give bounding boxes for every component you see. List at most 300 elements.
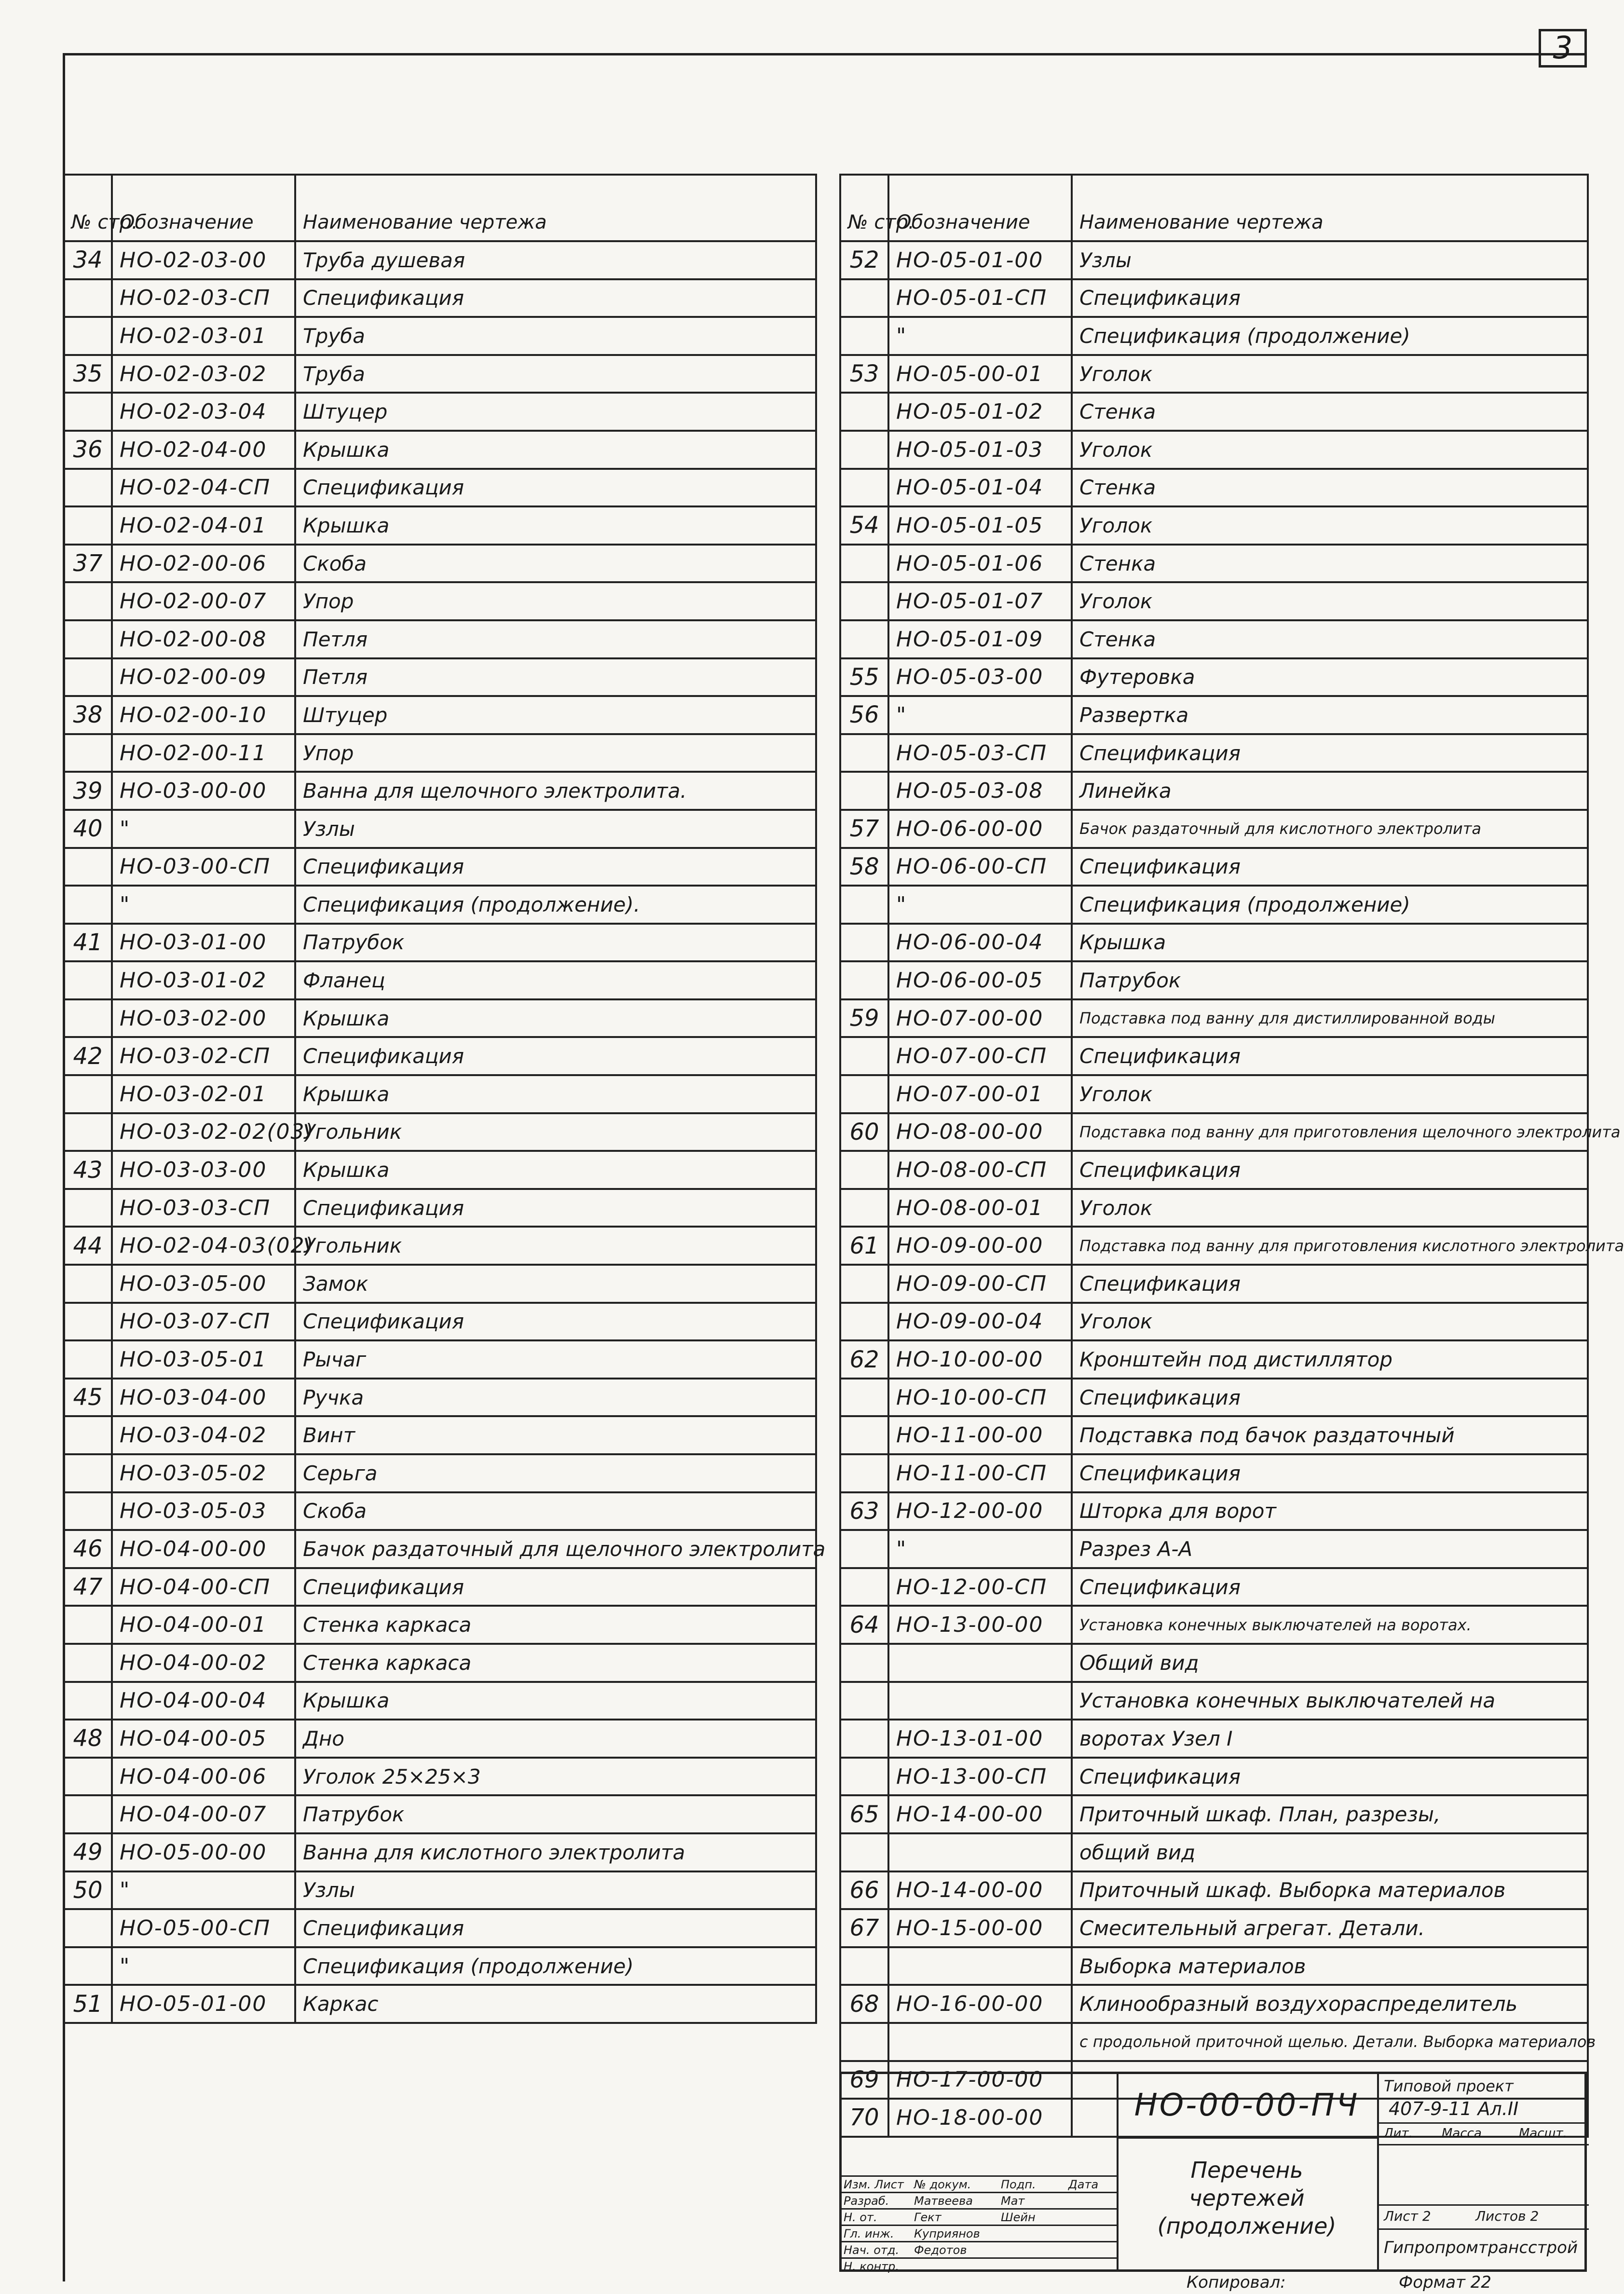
row-page: 63 (840, 1492, 888, 1530)
table-row (840, 545, 1588, 583)
table-row (840, 1833, 1588, 1871)
row-designation: НО-07-00-01 (888, 1075, 1072, 1113)
row-page: 57 (840, 810, 888, 848)
row-designation: НО-02-00-09 (112, 658, 295, 696)
row-page (64, 279, 112, 317)
row-page (64, 1340, 112, 1379)
row-name: Уголок 25×25×3 (295, 1758, 816, 1796)
row-designation: НО-02-03-01 (112, 317, 295, 355)
row-page (64, 961, 112, 999)
row-page: 55 (840, 658, 888, 696)
table-row (64, 1871, 816, 1910)
row-designation: НО-07-00-00 (888, 999, 1072, 1038)
row-page (64, 1909, 112, 1947)
table-row (64, 1568, 816, 1606)
row-name: Фланец (295, 961, 816, 999)
row-designation: НО-05-01-00 (112, 1985, 295, 2023)
row-page: 53 (840, 355, 888, 393)
row-designation: НО-02-04-СП (112, 469, 295, 507)
table-row (64, 1037, 816, 1075)
row-name: Общий вид (1072, 1644, 1588, 1682)
row-designation: НО-15-00-00 (888, 1909, 1072, 1947)
row-name: Стенка (1072, 620, 1588, 658)
row-designation: НО-02-00-10 (112, 696, 295, 734)
table-row (840, 1454, 1588, 1492)
row-designation: НО-02-03-02 (112, 355, 295, 393)
row-page (64, 506, 112, 545)
row-designation (888, 2023, 1072, 2061)
table-row (840, 241, 1588, 279)
row-page (64, 734, 112, 772)
row-name: Рычаг (295, 1340, 816, 1379)
row-page (840, 1303, 888, 1341)
mass-label: Масса (1442, 2126, 1482, 2141)
row-designation: НО-04-00-01 (112, 1606, 295, 1644)
row-page: 36 (64, 431, 112, 469)
row-name: Скоба (295, 545, 816, 583)
table-row (840, 1644, 1588, 1682)
table-row (64, 1909, 816, 1947)
row-designation: НО-03-02-СП (112, 1037, 295, 1075)
row-page: 44 (64, 1227, 112, 1265)
table-row (64, 1454, 816, 1492)
row-designation: НО-17-00-00 (888, 2061, 1072, 2099)
row-page (840, 772, 888, 810)
row-designation (888, 1682, 1072, 1720)
table-row (64, 1492, 816, 1530)
table-row (64, 1265, 816, 1303)
table-row (840, 1758, 1588, 1796)
row-name: Стенка каркаса (295, 1644, 816, 1682)
row-designation: НО-05-00-СП (112, 1909, 295, 1947)
row-page (840, 1758, 888, 1796)
row-name: Клинообразный воздухораспределитель (1072, 1985, 1588, 2023)
row-designation: НО-03-05-01 (112, 1340, 295, 1379)
row-page: 70 (840, 2099, 888, 2137)
row-designation: НО-06-00-04 (888, 924, 1072, 962)
row-page (64, 1189, 112, 1227)
row-name: Узлы (295, 1871, 816, 1910)
table-row (840, 658, 1588, 696)
row-designation: НО-16-00-00 (888, 1985, 1072, 2023)
lit-label: Лит. (1384, 2126, 1413, 2141)
signature-name: Гект (914, 2211, 942, 2224)
title-block (839, 2072, 1587, 2272)
row-page (64, 1644, 112, 1682)
table-row (64, 469, 816, 507)
row-page: 46 (64, 1530, 112, 1568)
row-designation: НО-05-01-05 (888, 506, 1072, 545)
row-name: Труба (295, 317, 816, 355)
row-page: 62 (840, 1340, 888, 1379)
row-name: Узлы (1072, 241, 1588, 279)
table-row (840, 1265, 1588, 1303)
row-name: Уголок (1072, 582, 1588, 620)
row-designation: НО-02-03-04 (112, 393, 295, 431)
table-row (64, 1606, 816, 1644)
table-row (840, 1340, 1588, 1379)
row-page: 66 (840, 1871, 888, 1910)
row-page (840, 886, 888, 924)
table-row (840, 393, 1588, 431)
row-designation: НО-05-01-04 (888, 469, 1072, 507)
row-page (840, 1037, 888, 1075)
row-designation: НО-05-00-01 (888, 355, 1072, 393)
table-row (840, 1379, 1588, 1417)
row-page (840, 924, 888, 962)
row-name: Стенка (1072, 545, 1588, 583)
table-row (840, 696, 1588, 734)
table-row (64, 1682, 816, 1720)
row-page: 56 (840, 696, 888, 734)
row-name: Спецификация (295, 1909, 816, 1947)
row-designation: НО-04-00-05 (112, 1720, 295, 1758)
row-page (840, 1075, 888, 1113)
table-row (840, 2023, 1588, 2061)
organization: Гипропромтрансстрой (1384, 2238, 1578, 2257)
row-page (840, 582, 888, 620)
table-row (64, 545, 816, 583)
row-page: 58 (840, 848, 888, 886)
row-page (840, 545, 888, 583)
row-designation: НО-12-00-СП (888, 1568, 1072, 1606)
row-designation: НО-03-07-СП (112, 1303, 295, 1341)
row-page (840, 1454, 888, 1492)
row-name: Угольник (295, 1227, 816, 1265)
table-row (64, 1530, 816, 1568)
document-code: НО-00-00-ПЧ (1117, 2074, 1377, 2139)
row-designation: НО-03-04-02 (112, 1416, 295, 1454)
table-row (840, 1113, 1588, 1151)
table-row (64, 1113, 816, 1151)
row-designation: НО-10-00-00 (888, 1340, 1072, 1379)
row-page: 60 (840, 1113, 888, 1151)
row-page (840, 1682, 888, 1720)
table-row (840, 1947, 1588, 1985)
table-row (840, 582, 1588, 620)
row-page (64, 1416, 112, 1454)
signature-role: Нач. отд. (844, 2243, 900, 2257)
row-name: Спецификация (295, 848, 816, 886)
header-designation: Обозначение (888, 175, 1072, 241)
row-page (840, 1530, 888, 1568)
row-name: Упор (295, 734, 816, 772)
row-designation: " (888, 696, 1072, 734)
row-designation: " (112, 1947, 295, 1985)
row-name: Спецификация (1072, 1568, 1588, 1606)
row-designation: НО-02-04-01 (112, 506, 295, 545)
table-row (64, 924, 816, 962)
row-name: Крышка (295, 506, 816, 545)
row-designation: НО-03-00-СП (112, 848, 295, 886)
row-designation: НО-05-01-09 (888, 620, 1072, 658)
table-row (840, 355, 1588, 393)
row-page (64, 582, 112, 620)
row-page (840, 961, 888, 999)
signature-name: № докум. (914, 2178, 971, 2191)
row-name: Серьга (295, 1454, 816, 1492)
row-page (840, 1189, 888, 1227)
row-page: 52 (840, 241, 888, 279)
row-designation: " (112, 810, 295, 848)
row-designation: НО-14-00-00 (888, 1871, 1072, 1910)
row-designation: НО-03-04-00 (112, 1379, 295, 1417)
row-name: Винт (295, 1416, 816, 1454)
table-row (840, 886, 1588, 924)
signature-role: Н. от. (844, 2211, 877, 2224)
row-designation: НО-09-00-04 (888, 1303, 1072, 1341)
row-page (64, 886, 112, 924)
row-page (64, 1758, 112, 1796)
row-designation: НО-03-03-00 (112, 1151, 295, 1189)
row-name: Линейка (1072, 772, 1588, 810)
table-row (64, 772, 816, 810)
row-name: Уголок (1072, 506, 1588, 545)
signature-sig: Подп. (1001, 2178, 1036, 2191)
row-designation: НО-13-00-00 (888, 1606, 1072, 1644)
row-page: 42 (64, 1037, 112, 1075)
row-designation: НО-04-00-06 (112, 1758, 295, 1796)
row-designation: НО-10-00-СП (888, 1379, 1072, 1417)
row-designation: НО-05-00-00 (112, 1833, 295, 1871)
table-row (64, 999, 816, 1038)
row-name: Узлы (295, 810, 816, 848)
row-name: Приточный шкаф. Выборка материалов (1072, 1871, 1588, 1910)
table-row (64, 1303, 816, 1341)
row-name: Подставка под ванну для дистиллированной воды (1072, 999, 1588, 1038)
row-name: Скоба (295, 1492, 816, 1530)
row-designation: НО-13-00-СП (888, 1758, 1072, 1796)
row-name: Труба (295, 355, 816, 393)
table-row (840, 1189, 1588, 1227)
row-designation: НО-04-00-00 (112, 1530, 295, 1568)
row-page: 40 (64, 810, 112, 848)
signature-role: Изм. Лист (844, 2178, 904, 2191)
right-drawing-list (839, 174, 1624, 2138)
row-designation: НО-04-00-02 (112, 1644, 295, 1682)
table-row (64, 355, 816, 393)
row-page: 48 (64, 1720, 112, 1758)
row-page: 69 (840, 2061, 888, 2099)
row-page (840, 431, 888, 469)
row-designation: НО-03-00-00 (112, 772, 295, 810)
row-name: Петля (295, 620, 816, 658)
table-row (840, 848, 1588, 886)
row-name: Замок (295, 1265, 816, 1303)
row-name: Крышка (295, 999, 816, 1038)
row-page (840, 1947, 888, 1985)
row-designation: НО-02-04-03(02) (112, 1227, 295, 1265)
signature-row (842, 2175, 1117, 2193)
row-designation (888, 1644, 1072, 1682)
table-row (64, 1416, 816, 1454)
header-name: Наименование чертежа (295, 175, 816, 241)
table-row (840, 1416, 1588, 1454)
header-designation: Обозначение (112, 175, 295, 241)
row-name: Спецификация (1072, 1758, 1588, 1796)
row-designation: НО-02-00-07 (112, 582, 295, 620)
table-row (64, 1985, 816, 2023)
sheet-label: Лист 2 (1384, 2208, 1431, 2224)
table-row (64, 848, 816, 886)
row-designation: НО-02-04-00 (112, 431, 295, 469)
row-designation: НО-04-00-04 (112, 1682, 295, 1720)
row-page (64, 1682, 112, 1720)
title-line-3: (продолжение) (1157, 2213, 1337, 2239)
signature-role: Н. контр. (844, 2260, 900, 2273)
row-page (840, 1151, 888, 1189)
title-line-1: Перечень (1190, 2157, 1303, 2183)
table-row (840, 431, 1588, 469)
row-page (64, 999, 112, 1038)
row-designation: НО-03-02-01 (112, 1075, 295, 1113)
row-designation: НО-03-03-СП (112, 1189, 295, 1227)
title-line-2: чертежей (1189, 2185, 1305, 2211)
table-row (840, 1682, 1588, 1720)
row-name: Ручка (295, 1379, 816, 1417)
row-page: 41 (64, 924, 112, 962)
row-page (64, 1113, 112, 1151)
row-name: Стенка каркаса (295, 1606, 816, 1644)
table-row (840, 1985, 1588, 2023)
row-page: 68 (840, 1985, 888, 2023)
table-row (64, 810, 816, 848)
row-name: Футеровка (1072, 658, 1588, 696)
copied-label: Копировал: (1187, 2273, 1286, 2292)
row-name: Подставка под ванну для приготовления кислотного электролита (1072, 1227, 1588, 1265)
signature-name: Федотов (914, 2243, 967, 2257)
row-designation: НО-05-01-СП (888, 279, 1072, 317)
row-name: Спецификация (295, 469, 816, 507)
table-row (840, 469, 1588, 507)
signature-role: Разраб. (844, 2194, 889, 2208)
row-page (840, 1833, 888, 1871)
row-designation: НО-05-01-02 (888, 393, 1072, 431)
row-name: Спецификация (295, 1568, 816, 1606)
row-name: Крышка (1072, 924, 1588, 962)
format-label: Формат 22 (1399, 2273, 1492, 2292)
table-row (840, 772, 1588, 810)
table-row (840, 1530, 1588, 1568)
row-name: Выборка материалов (1072, 1947, 1588, 1985)
row-designation (888, 1947, 1072, 1985)
row-name: Крышка (295, 1075, 816, 1113)
row-name: Приточный шкаф. План, разрезы, (1072, 1795, 1588, 1833)
row-name: Спецификация (продолжение) (1072, 317, 1588, 355)
table-row (64, 1644, 816, 1682)
signature-sig: Мат (1001, 2194, 1025, 2208)
signature-row (842, 2241, 1117, 2259)
project-code: 407-9-11 Ал.II (1389, 2098, 1519, 2119)
row-name: Спецификация (1072, 1379, 1588, 1417)
row-designation: НО-09-00-СП (888, 1265, 1072, 1303)
row-page (64, 1606, 112, 1644)
row-designation: НО-05-01-03 (888, 431, 1072, 469)
row-page: 47 (64, 1568, 112, 1606)
row-page: 45 (64, 1379, 112, 1417)
row-designation: НО-06-00-СП (888, 848, 1072, 886)
table-row (64, 506, 816, 545)
row-name: Спецификация (продолжение) (1072, 886, 1588, 924)
row-page (840, 734, 888, 772)
row-page (64, 1265, 112, 1303)
row-designation: НО-03-01-00 (112, 924, 295, 962)
table-row (64, 734, 816, 772)
row-designation: НО-12-00-00 (888, 1492, 1072, 1530)
row-designation: НО-14-00-00 (888, 1795, 1072, 1833)
table-row (840, 1227, 1588, 1265)
row-name: Спецификация (1072, 1151, 1588, 1189)
table-row (840, 1151, 1588, 1189)
row-page: 54 (840, 506, 888, 545)
row-page (840, 1644, 888, 1682)
row-designation: НО-03-05-02 (112, 1454, 295, 1492)
row-designation: " (112, 1871, 295, 1910)
table-row (840, 1303, 1588, 1341)
row-name: Кронштейн под дистиллятор (1072, 1340, 1588, 1379)
row-page: 67 (840, 1909, 888, 1947)
row-name: Стенка (1072, 469, 1588, 507)
row-name: Спецификация (295, 1037, 816, 1075)
row-name: Установка конечных выключателей на (1072, 1682, 1588, 1720)
row-designation: НО-05-01-06 (888, 545, 1072, 583)
table-row (840, 1909, 1588, 1947)
table-row (840, 1795, 1588, 1833)
row-page (64, 1795, 112, 1833)
row-name: Ванна для щелочного электролита. (295, 772, 816, 810)
row-page (840, 469, 888, 507)
table-row (64, 1795, 816, 1833)
row-page (840, 1416, 888, 1454)
signature-role: Гл. инж. (844, 2227, 894, 2240)
row-name: Спецификация (295, 1189, 816, 1227)
table-row (840, 1075, 1588, 1113)
table-row (64, 1379, 816, 1417)
table-row (64, 1833, 816, 1871)
row-designation: НО-13-01-00 (888, 1720, 1072, 1758)
row-page (840, 2023, 888, 2061)
row-name: Спецификация (1072, 1265, 1588, 1303)
row-page (64, 1947, 112, 1985)
table-row (64, 431, 816, 469)
table-row (64, 393, 816, 431)
row-name: Спецификация (1072, 1454, 1588, 1492)
row-page (64, 620, 112, 658)
table-row (840, 1720, 1588, 1758)
row-designation: " (888, 886, 1072, 924)
row-page: 43 (64, 1151, 112, 1189)
row-name: Спецификация (1072, 279, 1588, 317)
signature-name: Куприянов (914, 2227, 980, 2240)
table-row (64, 1340, 816, 1379)
row-designation: НО-08-00-01 (888, 1189, 1072, 1227)
row-page: 59 (840, 999, 888, 1038)
table-row (840, 734, 1588, 772)
row-designation: НО-02-03-00 (112, 241, 295, 279)
row-designation: НО-07-00-СП (888, 1037, 1072, 1075)
row-designation: НО-05-03-08 (888, 772, 1072, 810)
table-row (840, 506, 1588, 545)
table-row (840, 1606, 1588, 1644)
row-designation: НО-05-01-07 (888, 582, 1072, 620)
row-name: Труба душевая (295, 241, 816, 279)
left-drawing-list (63, 174, 826, 2024)
table-row (64, 582, 816, 620)
row-name: общий вид (1072, 1833, 1588, 1871)
row-name: Ванна для кислотного электролита (295, 1833, 816, 1871)
page-number: 3 (1539, 29, 1587, 68)
row-designation: НО-05-03-00 (888, 658, 1072, 696)
